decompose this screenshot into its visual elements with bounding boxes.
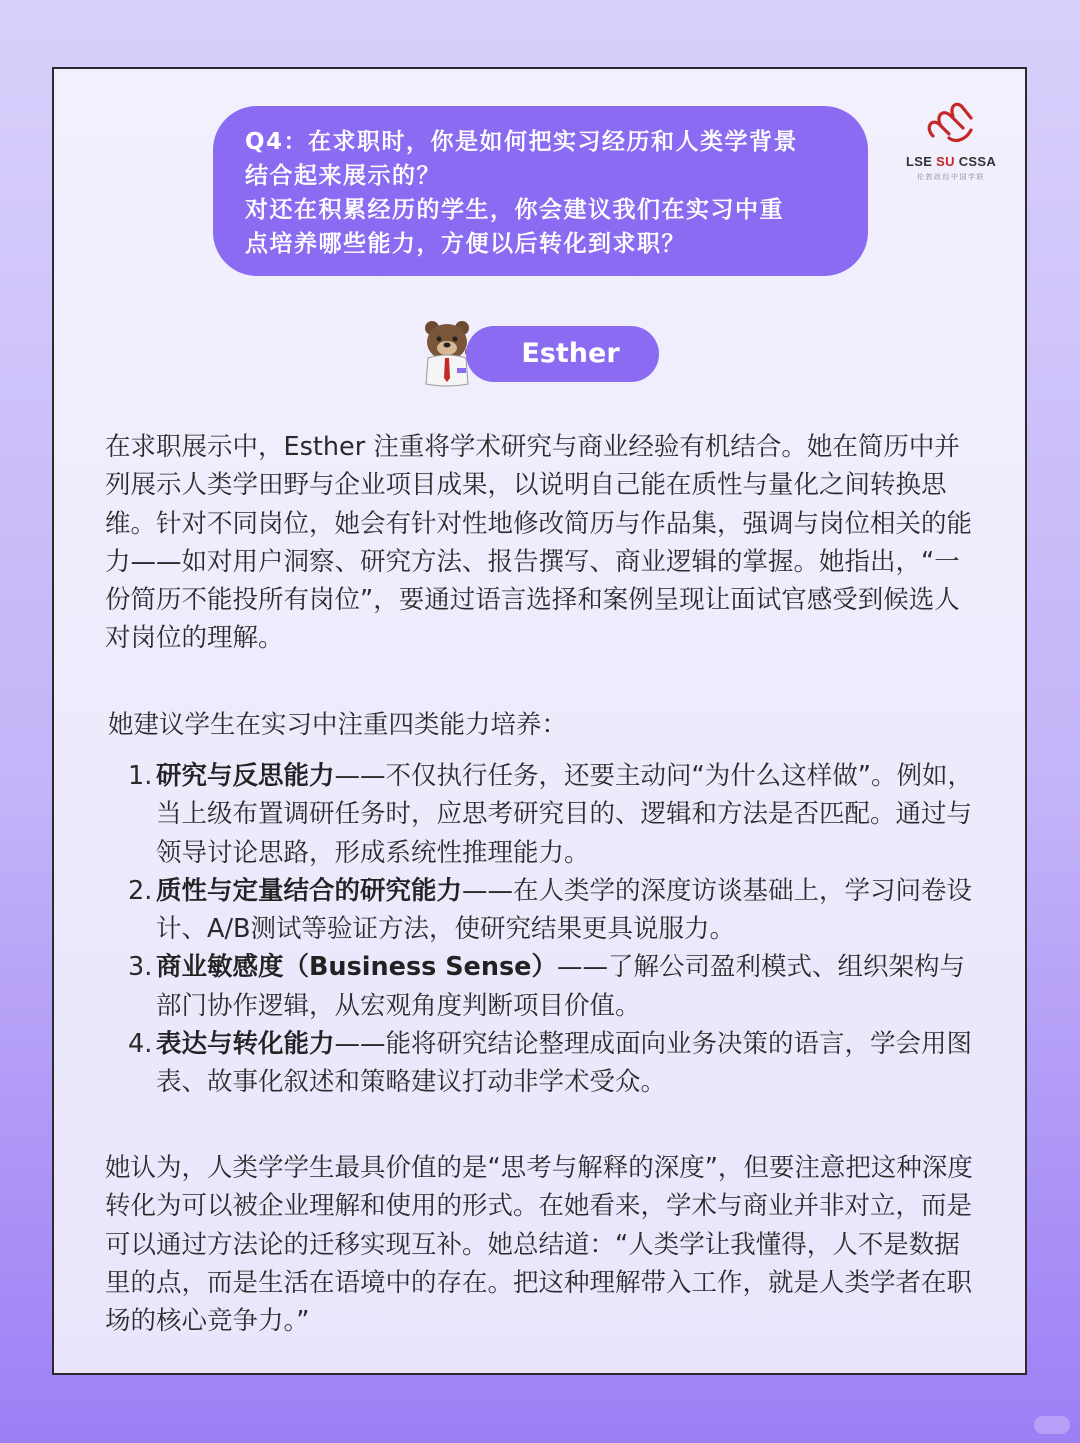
ability-title: 表达与转化能力 [156,1029,335,1060]
ability-text: ——了解公司盈利模式、组织架构与部门协作逻辑，从宏观角度判断项目价值。 [156,952,965,1021]
watermark-badge [1034,1416,1070,1434]
ability-text: ——在人类学的深度访谈基础上，学习问卷设计、A/B测试等验证方法，使研究结果更具说服力。 [156,875,973,945]
list-item: 1. 研究与反思能力——不仅执行任务，还要主动问“为什么这样做”。例如，当上级布置调研任务时，应思考研究目的、逻辑和方法是否匹配。通过与领导讨论思路，形成系统性推理能力。 [128,761,973,868]
question-line: Q4：在求职时，你是如何把实习经历和人类学背景 [245,129,799,155]
paragraph-intro: 在求职展示中，Esther 注重将学术研究与商业经验有机结合。她在简历中并列展示人类学田野与企业项目成果，以说明自己能在质性与量化之间转换思维。针对不同岗位，她会有针对性地修改简历与作品集，强调与岗位相关的能力——如对用户洞察、研究方法、报告撰写、商业逻辑的掌握。她指出，“一份简历不能投所有岗位”，要通过语言选择和案例呈现让面试官感受到候选人对岗位的理解。 [105,432,973,654]
list-item: 2. 质性与定量结合的研究能力——在人类学的深度访谈基础上，学习问卷设计、A/B测试等验证方法，使研究结果更具说服力。 [128,875,973,945]
paragraph-conclusion: 她认为，人类学学生最具价值的是“思考与解释的深度”，但要注意把这种深度转化为可以被企业理解和使用的形式。在她看来，学术与商业并非对立，而是可以通过方法论的迁移实现互补。她总结道：“人类学让我懂得，人不是数据里的点，而是生活在语境中的存在。把这种理解带入工作，就是人类学者在职场的核心竞争力。” [105,1153,973,1337]
question-line: 结合起来展示的？ [245,163,441,189]
ability-title: 研究与反思能力 [156,761,335,791]
ability-text: ——不仅执行任务，还要主动问“为什么这样做”。例如，当上级布置调研任务时，应思考研究目的、逻辑和方法是否匹配。通过与领导讨论思路，形成系统性推理能力。 [156,761,973,868]
speaker-name-badge: Esther [466,326,659,382]
logo-mark-icon [903,94,999,150]
lse-su-cssa-logo [903,94,999,184]
ability-title: 商业敏感度（Business Sense） [156,952,557,983]
ability-text: ——能将研究结论整理成面向业务决策的语言，学会用图表、故事化叙述和策略建议打动非学术受众。 [156,1029,973,1098]
question-bubble [213,106,868,276]
question-line: 对还在积累经历的学生，你会建议我们在实习中重 [245,197,784,223]
paragraph-abilities-lead: 她建议学生在实习中注重四类能力培养： [108,710,568,740]
list-item: 3. 商业敏感度（Business Sense）——了解公司盈利模式、组织架构与部门协作逻辑，从宏观角度判断项目价值。 [128,952,965,1021]
logo-wordmark: LSE SU CSSA [905,154,997,169]
abilities-list [128,757,988,1102]
logo-subtitle: 伦敦政经中国学联 [917,173,985,181]
list-item: 4. 表达与转化能力——能将研究结论整理成面向业务决策的语言，学会用图表、故事化叙述和策略建议打动非学术受众。 [128,1029,973,1098]
ability-title: 质性与定量结合的研究能力 [156,875,463,906]
question-line: 点培养哪些能力，方便以后转化到求职？ [245,231,686,257]
